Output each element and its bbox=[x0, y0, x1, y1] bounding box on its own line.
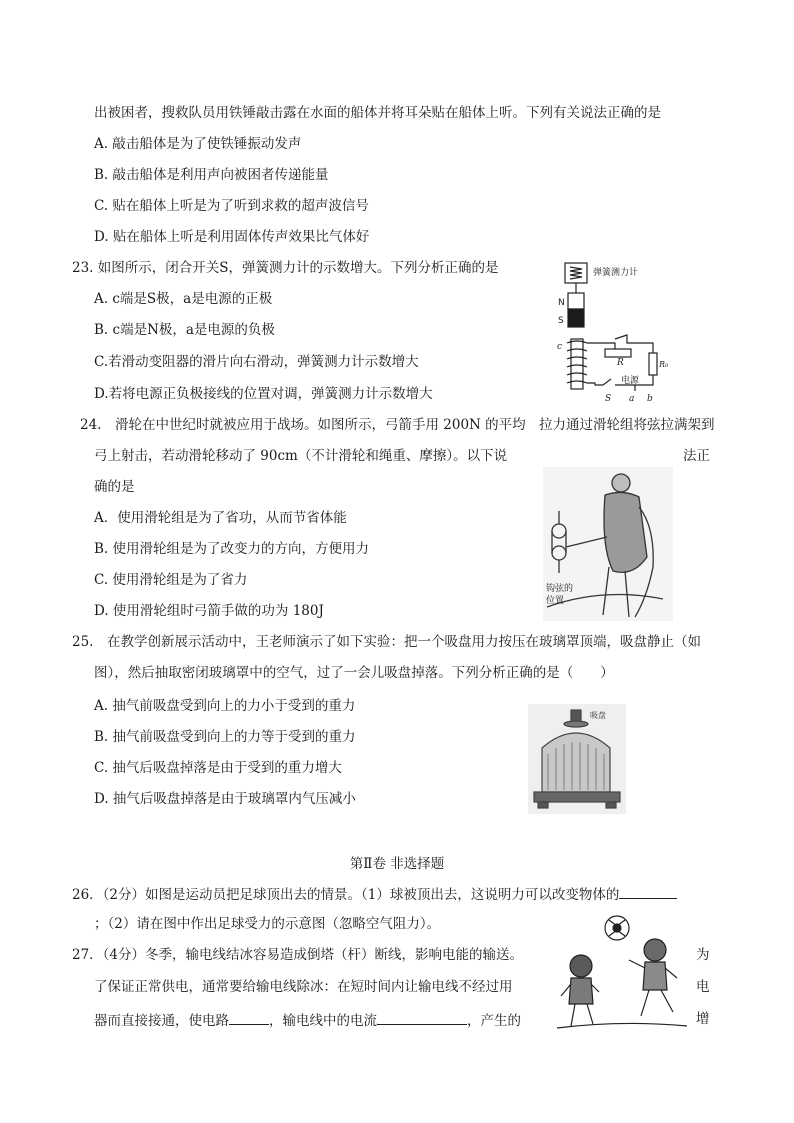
q26-line1-text: 26．（2分）如图是运动员把足球顶出去的情景。（1）球被顶出去，这说明力可以改变物体的 bbox=[72, 887, 620, 903]
q27-line1-left: 27．（4分）冬季，输电线结冰容易造成倒塔（杆）断线，影响电能的输送。 bbox=[72, 947, 524, 963]
q23-option-b: B. c端是N极，a是电源的负极 bbox=[94, 322, 275, 338]
q23-option-c: C.若滑动变阻器的滑片向右滑动，弹簧测力计示数增大 bbox=[94, 354, 419, 370]
q24-option-b: B. 使用滑轮组是为了改变力的方向，方便用力 bbox=[94, 541, 370, 557]
q23-circuit-figure bbox=[553, 259, 683, 404]
q26-football-figure bbox=[557, 908, 687, 1032]
q22-option-c: C. 贴在船体上听是为了听到求救的超声波信号 bbox=[94, 198, 369, 214]
q27-line3-part1: 器而直接接通，使电路 bbox=[94, 1013, 229, 1029]
q22-option-d: D. 贴在船体上听是利用固体传声效果比气体好 bbox=[94, 229, 370, 245]
q24-option-a: A．使用滑轮组是为了省功，从而节省体能 bbox=[94, 510, 347, 526]
q25-option-d: D. 抽气后吸盘掉落是由于玻璃罩内气压减小 bbox=[94, 791, 356, 807]
q24-line2-right: 法正 bbox=[683, 448, 710, 464]
q26-line2: ；（2）请在图中作出足球受力的示意图（忽略空气阻力）。 bbox=[94, 916, 441, 932]
q23-label-s-pole: S bbox=[558, 316, 564, 326]
q23-stem: 23. 如图所示，闭合开关S，弹簧测力计的示数增大。下列分析正确的是 bbox=[72, 260, 499, 276]
q23-label-switch: S bbox=[605, 394, 612, 404]
q24-option-c: C. 使用滑轮组是为了省力 bbox=[94, 572, 248, 588]
q24-line2-left: 弓上射击，若动滑轮移动了 90cm（不计滑轮和绳重、摩擦）。以下说 bbox=[94, 448, 508, 464]
q23-label-source: 电源 bbox=[621, 376, 640, 386]
q23-label-c: c bbox=[557, 342, 563, 352]
q23-label-n: N bbox=[558, 298, 565, 308]
q27-blank-1[interactable] bbox=[229, 1010, 269, 1025]
q24-line1-left: 24. 滑轮在中世纪时就被应用于战场。如图所示，弓箭手用 200N 的平均 bbox=[80, 417, 526, 433]
q27-line3-part2: ，输电线中的电流 bbox=[269, 1013, 377, 1029]
q27-blank-2[interactable] bbox=[377, 1010, 467, 1025]
q27-line2-left: 了保证正常供电，通常要给输电线除冰：在短时间内让输电线不经过用 bbox=[94, 979, 513, 995]
q23-label-r0: R₀ bbox=[659, 360, 669, 369]
q25-figure-label: 吸盘 bbox=[590, 711, 606, 720]
q23-option-d: D.若将电源正负极接线的位置对调，弹簧测力计示数增大 bbox=[94, 386, 433, 402]
q25-option-c: C. 抽气后吸盘掉落是由于受到的重力增大 bbox=[94, 760, 342, 776]
q24-figure-label-2: 位置 bbox=[546, 596, 565, 606]
q22-option-b: B. 敲击船体是利用声向被困者传递能量 bbox=[94, 167, 329, 183]
q24-line3: 确的是 bbox=[94, 479, 135, 495]
q23-label-meter: 弹簧测力计 bbox=[593, 268, 639, 278]
section-title: 第Ⅱ卷 非选择题 bbox=[349, 856, 445, 872]
q27-line3 bbox=[94, 1010, 521, 1030]
q24-line1-right: 拉力通过滑轮组将弦拉满架到 bbox=[539, 417, 715, 433]
q25-line1: 25. 在教学创新展示活动中，王老师演示了如下实验：把一个吸盘用力按压在玻璃罩顶端，吸盘静止（如 bbox=[72, 634, 701, 650]
q26-line1 bbox=[72, 884, 677, 904]
q25-bell-jar-figure bbox=[528, 704, 626, 814]
q25-option-b: B. 抽气前吸盘受到向上的力等于受到的重力 bbox=[94, 729, 356, 745]
q27-line3-right: 增 bbox=[696, 1011, 710, 1027]
q24-archer-figure bbox=[543, 467, 673, 621]
q23-label-a: a bbox=[629, 394, 635, 404]
q24-figure-label-1: 钩弦的 bbox=[546, 584, 574, 594]
q23-label-r: R bbox=[617, 358, 624, 368]
q26-answer-blank[interactable] bbox=[619, 884, 677, 899]
q27-line1-right: 为 bbox=[696, 947, 710, 963]
q27-line2-right: 电 bbox=[696, 979, 710, 995]
q22-option-a: A. 敲击船体是为了使铁锤振动发声 bbox=[94, 136, 302, 152]
q23-label-b: b bbox=[647, 394, 653, 404]
q27-line3-part3: ，产生的 bbox=[467, 1013, 521, 1029]
q22-stem: 出被困者，搜救队员用铁锤敲击露在水面的船体并将耳朵贴在船体上听。下列有关说法正确的是 bbox=[94, 105, 661, 121]
q23-option-a: A. c端是S极，a是电源的正极 bbox=[94, 291, 273, 307]
q24-option-d: D. 使用滑轮组时弓箭手做的功为 180J bbox=[94, 603, 324, 619]
q25-option-a: A. 抽气前吸盘受到向上的力小于受到的重力 bbox=[94, 698, 356, 714]
q25-line2: 图），然后抽取密闭玻璃罩中的空气，过了一会儿吸盘掉落。下列分析正确的是（ ） bbox=[94, 665, 614, 681]
